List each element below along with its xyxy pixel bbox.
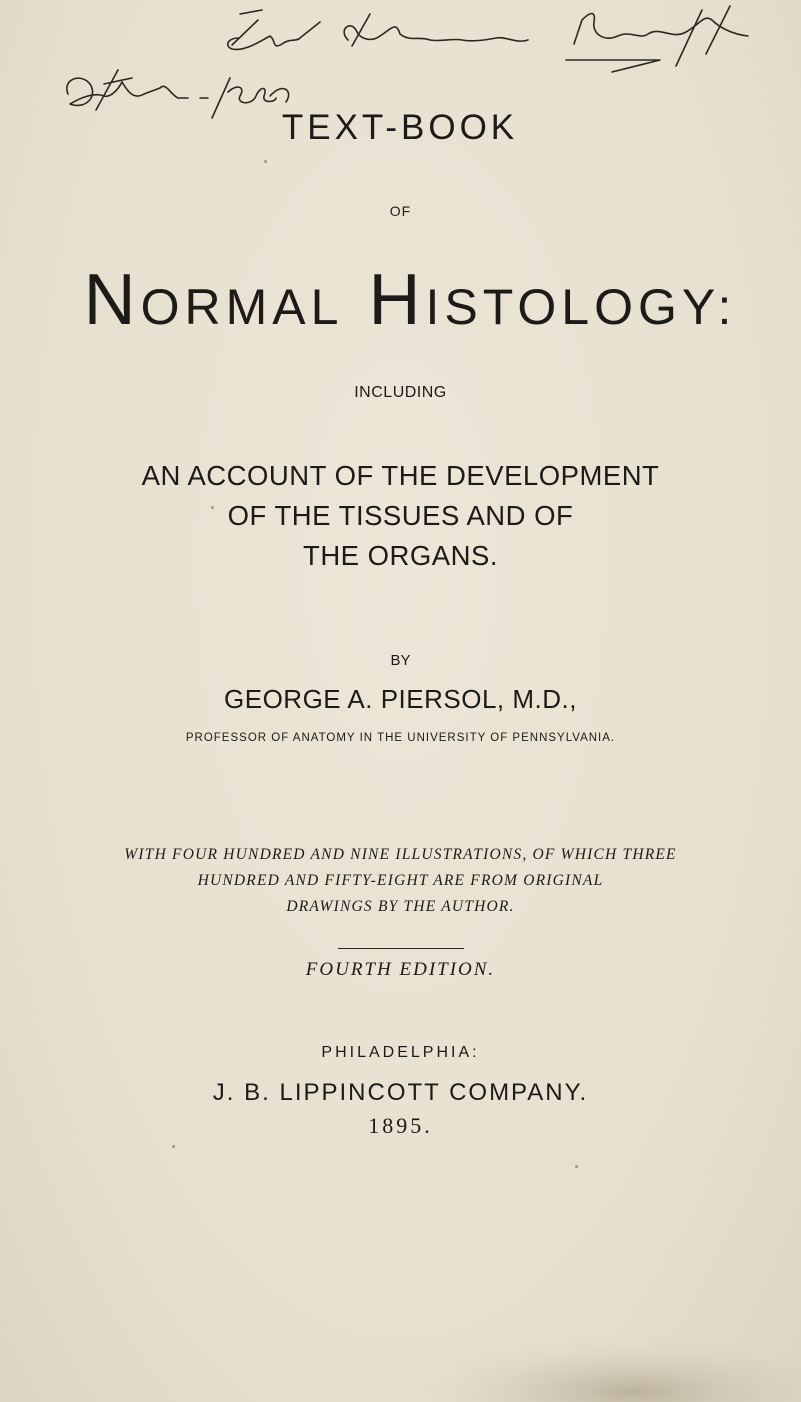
illustrations-note [0, 842, 801, 920]
edition-label: FOURTH EDITION. [305, 959, 496, 980]
ink-speck [575, 1165, 578, 1168]
ink-speck [172, 1145, 175, 1148]
illustrations-line: WITH FOUR HUNDRED AND NINE ILLUSTRATIONS, OF WHICH THREE [124, 846, 677, 863]
illustrations-line: HUNDRED AND FIFTY-EIGHT ARE FROM ORIGINAL [197, 872, 604, 889]
subtitle-line: OF THE TISSUES AND OF [227, 500, 574, 531]
ink-speck [211, 506, 214, 509]
publisher-city: PHILADELPHIA: [321, 1044, 480, 1061]
illustrations-line: DRAWINGS BY THE AUTHOR. [286, 898, 515, 915]
subtitle-line: THE ORGANS. [303, 540, 498, 571]
main-title-cap-h: H [368, 260, 426, 340]
title-textbook: TEXT-BOOK [281, 108, 519, 147]
author-name: GEORGE A. PIERSOL, M.D., [224, 684, 577, 714]
subtitle-line: AN ACCOUNT OF THE DEVELOPMENT [141, 460, 660, 491]
ink-speck [264, 160, 267, 163]
publisher-name: J. B. LIPPINCOTT COMPANY. [212, 1079, 589, 1106]
including-label: INCLUDING [354, 384, 447, 401]
subtitle [0, 456, 801, 576]
paper-stain [380, 1300, 801, 1402]
divider-rule [338, 948, 464, 949]
by-label: BY [390, 652, 411, 669]
main-title-word-normal: ORMAL [140, 279, 344, 335]
main-title-word-histology: ISTOLOGY: [425, 279, 737, 335]
main-title-cap-n: N [83, 260, 141, 340]
publication-year: 1895. [368, 1113, 433, 1138]
author-affiliation: PROFESSOR OF ANATOMY IN THE UNIVERSITY OF PENNSYLVANIA. [185, 732, 616, 744]
main-title [20, 260, 800, 340]
title-of: OF [389, 203, 412, 219]
